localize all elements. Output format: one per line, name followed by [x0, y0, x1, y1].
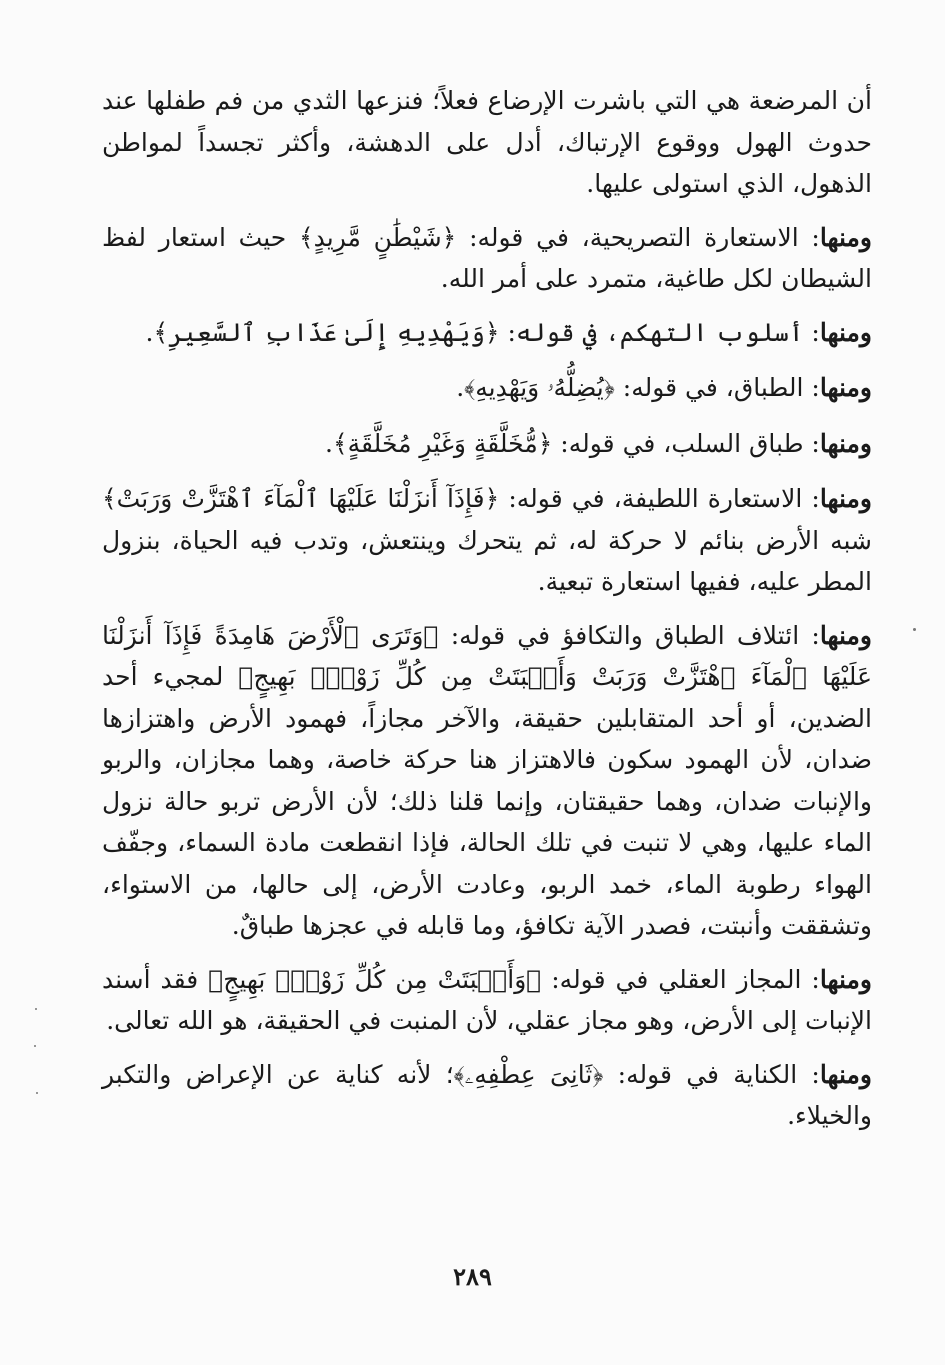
paragraph-lead: ومنها — [819, 317, 872, 347]
scan-speck — [913, 628, 916, 631]
paragraph-text: : أسلوب التهكم، في قوله: ﴿وَيَهْدِيهِ إِلَىٰ عَذَابِ ٱلسَّعِيرِ﴾. — [145, 317, 820, 347]
paragraph-8 — [102, 959, 872, 1042]
paragraph-7 — [102, 615, 872, 947]
paragraph-text: : الكناية في قوله: ﴿ثَانِىَ عِطْفِهِۦ﴾؛ لأنه كناية عن الإعراض والتكبر والخيلاء. — [102, 1059, 872, 1130]
paragraph-lead: ومنها — [819, 1059, 872, 1089]
paragraph-2 — [102, 217, 872, 300]
page-number: ٢٨٩ — [453, 1262, 492, 1291]
scan-speck — [35, 1008, 37, 1010]
paragraph-lead: ومنها — [819, 222, 872, 252]
paragraph-5 — [102, 423, 872, 465]
scan-speck — [36, 1092, 38, 1094]
paragraph-lead: ومنها — [819, 620, 872, 650]
paragraph-lead: ومنها — [819, 484, 872, 513]
paragraph-4 — [102, 367, 872, 409]
paragraph-lead: ومنها — [819, 964, 872, 994]
page-body — [102, 80, 872, 1149]
paragraph-6 — [102, 478, 872, 603]
paragraph-text: أن المرضعة هي التي باشرت الإرضاع فعلاً؛ فنزعها الثدي من فم طفلها عند حدوث الهول ووقوع الإرتباك، أدل على الدهشة، وأكثر تجسداً لمواطن الذهول، الذي استولى عليها. — [102, 86, 872, 198]
paragraph-9 — [102, 1054, 872, 1137]
paragraph-text: : طباق السلب، في قوله: ﴿مُّخَلَّقَةٍ وَغَيْرِ مُخَلَّقَةٍ﴾. — [325, 428, 820, 458]
paragraph-text: : ائتلاف الطباق والتكافؤ في قوله: ﴿وَتَرَى ٱلْأَرْضَ هَامِدَةً فَإِذَآ أَنزَلْنَا عَلَيْهَا ٱلْمَآءَ ٱهْتَزَّتْ وَرَبَتْ وَأَنۢبَتَتْ مِن كُلِّ زَوْجٍۭ بَهِيجٍ﴾ لمجيء أحد الضدين، أو أحد المتقابلين حقيقة، والآخر مجازاً، فهمود الأرض واهتزازها ضدان، لأن الهمود سكون فالاهتزاز هنا حركة خاصة، وهما مجازان، والربو والإنبات ضدان، وهما حقيقتان، وإنما قلنا ذلك؛ لأن الأرض تربو حالة نزول الماء عليها، وهي لا تنبت في تلك الحالة، فإذا انقطعت مادة السماء، وجفّف الهواء رطوبة الماء، خمد الربو، وعادت الأرض، إلى حالها، من الاستواء، وتشققت وأنبتت، فصدر الآية تكافؤ، وما قابله في عجزها طباقٌ. — [102, 620, 872, 940]
paragraph-3 — [102, 312, 872, 354]
paragraph-lead: ومنها — [819, 373, 872, 402]
paragraph-text: : المجاز العقلي في قوله: ﴿وَأَنۢبَتَتْ مِن كُلِّ زَوْجٍۭ بَهِيجٍ﴾ فقد أسند الإنبات إلى الأرض، وهو مجاز عقلي، لأن المنبت في الحقيقة، هو الله تعالى. — [102, 964, 872, 1035]
paragraph-text: : الاستعارة اللطيفة، في قوله: ﴿فَإِذَآ أَنزَلْنَا عَلَيْهَا ٱلْمَآءَ ٱهْتَزَّتْ وَرَبَتْ﴾ شبه الأرض بنائم لا حركة له، ثم يتحرك وينتعش، وتدب فيه الحياة، بنزول المطر عليه، ففيها استعارة تبعية. — [102, 484, 872, 596]
scan-speck — [34, 1045, 36, 1047]
paragraph-text: : الاستعارة التصريحية، في قوله: ﴿شَيْطَٰنٍ مَّرِيدٍ﴾ حيث استعار لفظ الشيطان لكل طاغية، متمرد على أمر الله. — [102, 222, 872, 293]
paragraph-text: : الطباق، في قوله: ﴿يُضِلُّهُۥ وَيَهْدِيهِ﴾. — [456, 373, 820, 402]
paragraph-1 — [102, 80, 872, 205]
paragraph-lead: ومنها — [819, 428, 872, 458]
